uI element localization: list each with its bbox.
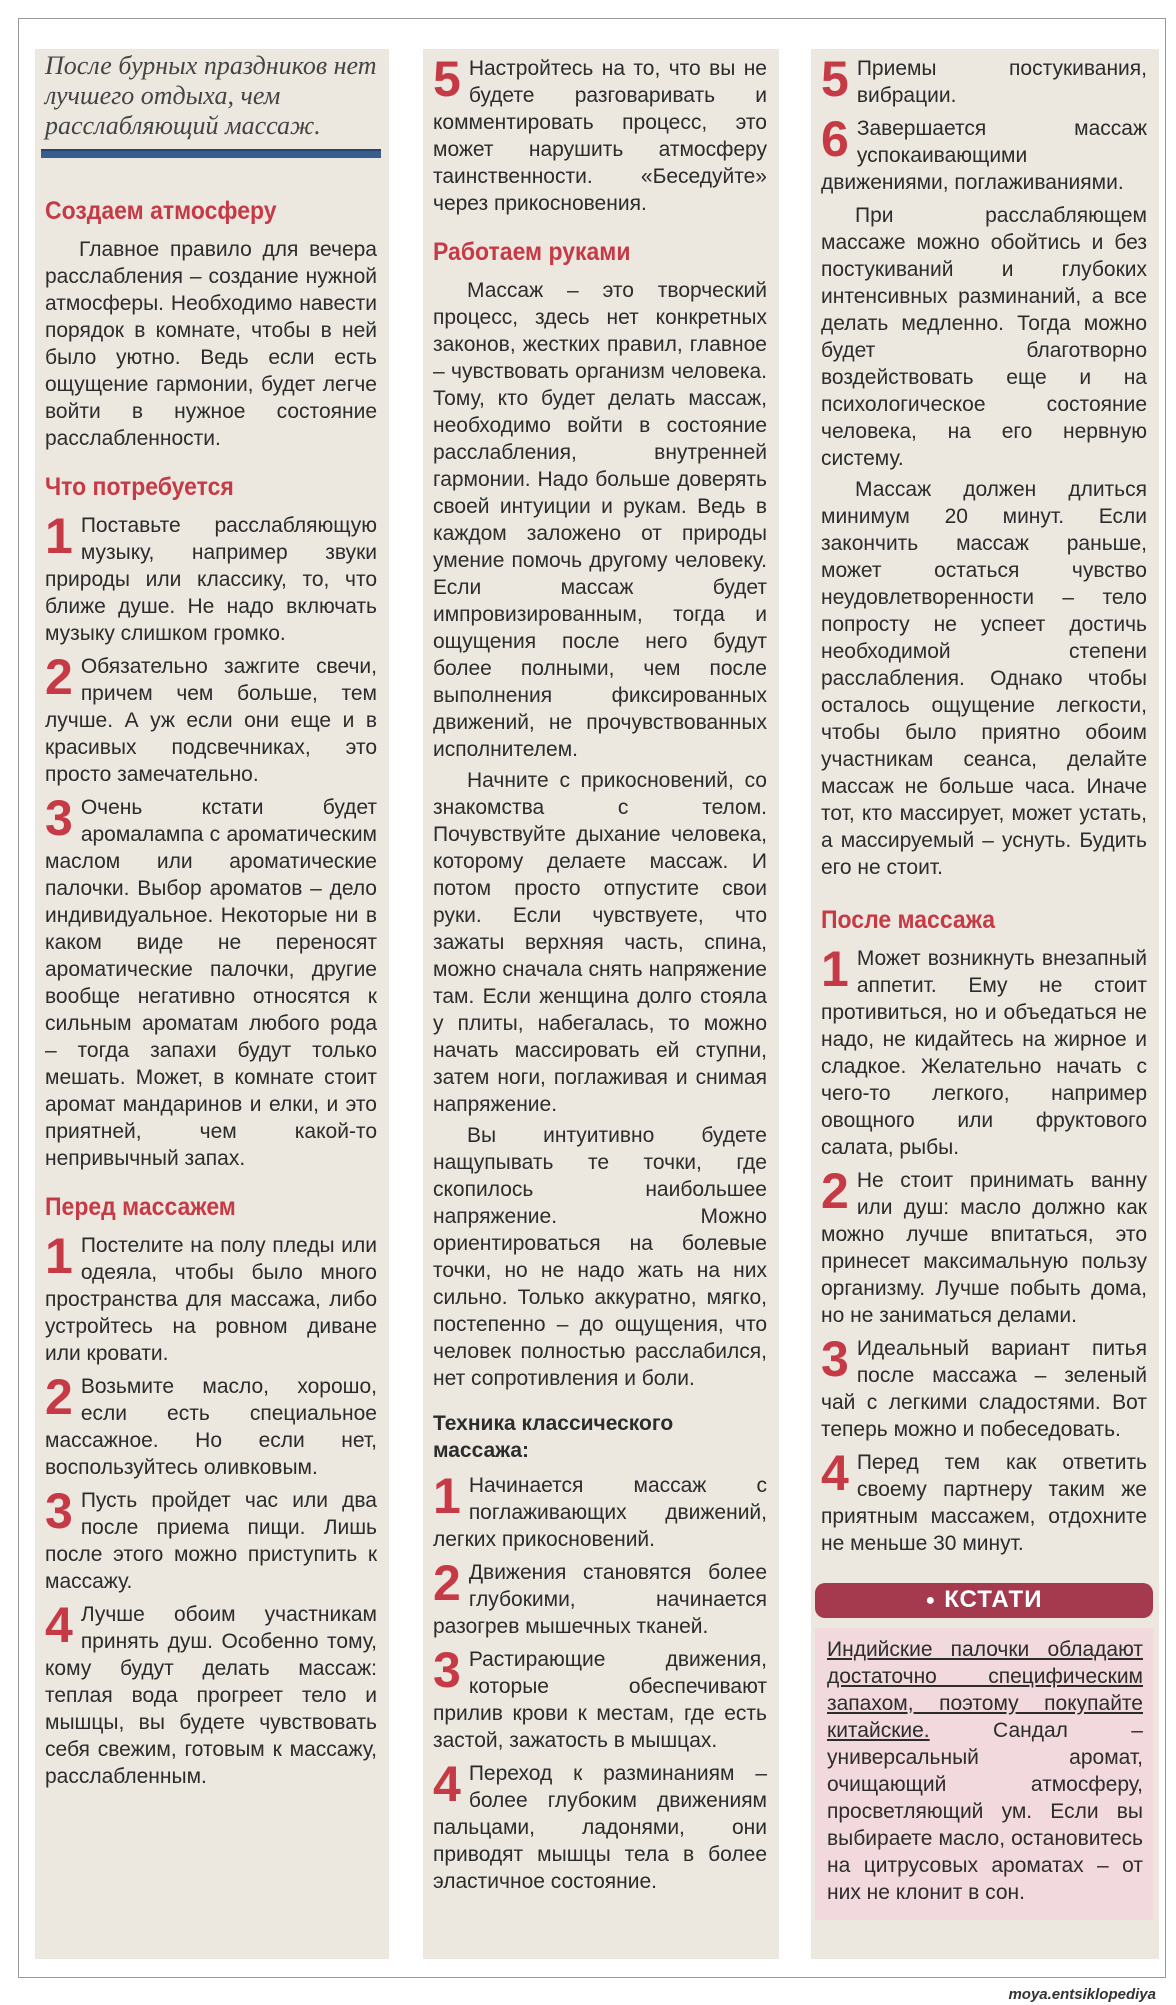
paragraph: Массаж должен длиться минимум 20 минут. Если закончить массаж раньше, может остаться чувство неудовлетворенности – тело попросту не успеет достичь необходимой степени расслабления. Однако чтобы осталось ощущение легкости, чтобы было приятно обоим участникам сеанса, делайте массаж не больше часа. Иначе тот, кто массирует, может устать, а массируемый – уснуть. Будить его не стоит. <box>821 478 1147 879</box>
list-item <box>45 1228 377 1367</box>
item-text: Начинается массаж с поглаживающих движений, легких прикосновений. <box>433 1474 767 1551</box>
list-item <box>821 1331 1147 1443</box>
item-number: 2 <box>45 1369 73 1425</box>
item-text: Идеальный вариант питья после массажа – зеленый чай с легкими сладостями. Вот теперь можно и побеседовать. <box>821 1337 1147 1441</box>
item-number: 4 <box>433 1756 461 1812</box>
bullet-icon: ● <box>925 1591 937 1609</box>
item-text: Поставьте расслабляющую музыку, например звуки природы или классику, то, что ближе душе. Не надо включать музыку слишком громко. <box>45 514 377 645</box>
list-item <box>821 1445 1147 1557</box>
note-rest-text: Сандал – универсальный аромат, очищающий атмосферу, просветляющий ум. Если вы выбираете масло, остановитесь на цитрусовых ароматах – от них не клонит в сон. <box>827 1718 1143 1904</box>
paragraph: Массаж – это творческий процесс, здесь нет конкретных законов, жестких правил, главное – чувствовать организм человека. Тому, кто будет делать массаж, необходимо войти в состояние расслабления, внутренней гармонии. Надо больше доверять своей интуиции и рукам. Ведь в каждом заложено от природы умение помочь другому человеку. Если массаж будет импровизированным, тогда и ощущения после него будут более полными, чем после выполнения фиксированных движений, не прочувствованных исполнителем. <box>433 279 767 761</box>
item-number: 2 <box>433 1555 461 1611</box>
item-number: 6 <box>821 111 849 167</box>
list-item <box>821 51 1147 109</box>
paragraph-atmosphere: Главное правило для вечера расслабления – создание нужной атмосферы. Необходимо навести порядок в комнате, чтобы в ней было уютно. Ведь если есть ощущение гармонии, будет легче войти в нужное состояние расслабленности. <box>45 238 377 450</box>
heading-atmosphere: Создаем атмосферу <box>45 197 277 225</box>
item-text: Растирающие движения, которые обеспечивают прилив крови к местам, где есть застой, зажатость в мышцах. <box>433 1648 767 1752</box>
item-text: Очень кстати будет аромалампа с ароматическим маслом или ароматические палочки. Выбор ароматов – дело индивидуальное. Некоторые ни в каком виде не переносят ароматические палочки, другие вообще негативно относятся к сильным ароматам любого рода – тогда запахи будут только мешать. Может, в комнате стоит аромат мандаринов и елки, и это приятней, чем какой-то непривычный запах. <box>45 796 377 1170</box>
list-item <box>821 941 1147 1161</box>
by-the-way-banner <box>815 1583 1153 1618</box>
list-item <box>45 1483 377 1595</box>
item-text: Не стоит принимать ванну или душ: масло должно как можно лучше впитаться, это принесет максимальную пользу организму. Лучше побыть дома, но не заниматься делами. <box>821 1169 1147 1327</box>
item-number: 3 <box>433 1642 461 1698</box>
item-text: Может возникнуть внезапный аппетит. Ему не стоит противиться, но и объедаться не надо, не кидайтесь на жирное и сладкое. Желательно начать с чего-то легкого, например овощного или фруктового салата, рыбы. <box>821 947 1147 1159</box>
item-text: Переход к разминаниям – более глубоким движениям пальцами, ладонями, они приводят мышцы тела в более эластичное состояние. <box>433 1762 767 1893</box>
newspaper-page <box>18 18 1166 1978</box>
list-item <box>433 1642 767 1754</box>
item-text: Приемы постукивания, вибрации. <box>856 57 1147 107</box>
item-text: Пусть пройдет час или два после приема пищи. Лишь после этого можно приступить к массажу. <box>45 1489 377 1593</box>
item-number: 3 <box>45 1483 73 1539</box>
sidebar-note-box <box>815 1628 1153 1920</box>
list-item <box>821 111 1147 196</box>
item-number: 3 <box>821 1331 849 1387</box>
list-item <box>821 1163 1147 1329</box>
item-number: 1 <box>45 508 73 564</box>
list-item <box>433 1468 767 1553</box>
source-watermark: moya.entsiklopediya <box>1008 1986 1156 2003</box>
paragraph: Начните с прикосновений, со знакомства с телом. Почувствуйте дыхание человека, которому делаете массаж. И потом просто отпустите свои руки. Если чувствуете, что зажаты верхняя часть, спина, можно сначала снять напряжение там. Если женщина долго стояла у плиты, набегалась, то можно начать массировать ей ступни, затем ноги, поглаживая и снимая напряжение. <box>433 769 767 1116</box>
intro-lead: После бурных праздников нет лучшего отдыха, чем расслабляющий массаж. <box>45 51 377 140</box>
item-number: 3 <box>45 790 73 846</box>
item-number: 4 <box>821 1445 849 1501</box>
item-number: 5 <box>821 51 849 107</box>
item-text: Обязательно зажгите свечи, причем чем больше, тем лучше. А уж если они еще и в красивых подсвечниках, это просто замечательно. <box>45 655 377 786</box>
item-number: 1 <box>45 1228 73 1284</box>
column-2 <box>423 49 779 1959</box>
list-item <box>45 649 377 788</box>
note-text <box>827 1636 1143 1906</box>
list-item <box>433 51 767 217</box>
list-item <box>45 790 377 1172</box>
paragraph: Вы интуитивно будете нащупывать те точки, где скопилось наибольшее напряжение. Можно ориентироваться на болевые точки, но не надо жать на них сильно. Только аккуратно, мягко, постепенно – до ощущения, что человек полностью расслабился, нет сопротивления и боли. <box>433 1124 767 1390</box>
paragraph: При расслабляющем массаже можно обойтись и без постукиваний и глубоких интенсивных разминаний, а все делать медленно. Тогда можно будет благотворно воздействовать еще и на психологическое состояние человека, на его нервную систему. <box>821 204 1147 470</box>
heading-after-massage: После массажа <box>821 906 996 934</box>
note-underlined-text: Индийские палочки обладают достаточно специфическим запахом, поэтому покупайте китайские. <box>827 1637 1143 1742</box>
intro-divider <box>41 149 381 158</box>
item-number: 2 <box>821 1163 849 1219</box>
item-text: Движения становятся более глубокими, начинается разогрев мышечных тканей. <box>433 1561 767 1638</box>
column-3 <box>811 49 1159 1959</box>
banner-label: КСТАТИ <box>944 1586 1043 1613</box>
list-item <box>433 1555 767 1640</box>
column-1 <box>35 49 389 1959</box>
heading-before-massage: Перед массажем <box>45 1193 236 1221</box>
heading-working-hands: Работаем руками <box>433 238 631 266</box>
list-item <box>45 1597 377 1790</box>
list-item <box>433 1756 767 1895</box>
item-text: Перед тем как ответить своему партнеру таким же приятным массажем, отдохните не меньше 30 минут. <box>821 1451 1147 1555</box>
item-text: Возьмите масло, хорошо, если есть специальное массажное. Но если нет, воспользуйтесь оливковым. <box>45 1375 377 1479</box>
item-text: Постелите на полу пледы или одеяла, чтобы было много пространства для массажа, либо устройтесь на ровном диване или кровати. <box>45 1234 377 1365</box>
item-text: Завершается массаж успокаивающими движениями, поглаживаниями. <box>821 117 1147 194</box>
heading-technique: Техника классического массажа: <box>433 1412 674 1462</box>
item-text: Настройтесь на то, что вы не будете разговаривать и комментировать процесс, это может нарушить атмосферу таинственности. «Беседуйте» через прикосновения. <box>433 57 767 215</box>
item-text: Лучше обоим участникам принять душ. Особенно тому, кому будут делать массаж: теплая вода прогреет тело и мышцы, вы будете чувствовать себя свежим, готовым к массажу, расслабленным. <box>45 1603 377 1788</box>
item-number: 4 <box>45 1597 73 1653</box>
item-number: 1 <box>821 941 849 997</box>
item-number: 2 <box>45 649 73 705</box>
item-number: 5 <box>433 51 461 107</box>
list-item <box>45 1369 377 1481</box>
item-number: 1 <box>433 1468 461 1524</box>
list-item <box>45 508 377 647</box>
heading-what-needed: Что потребуется <box>45 473 234 501</box>
